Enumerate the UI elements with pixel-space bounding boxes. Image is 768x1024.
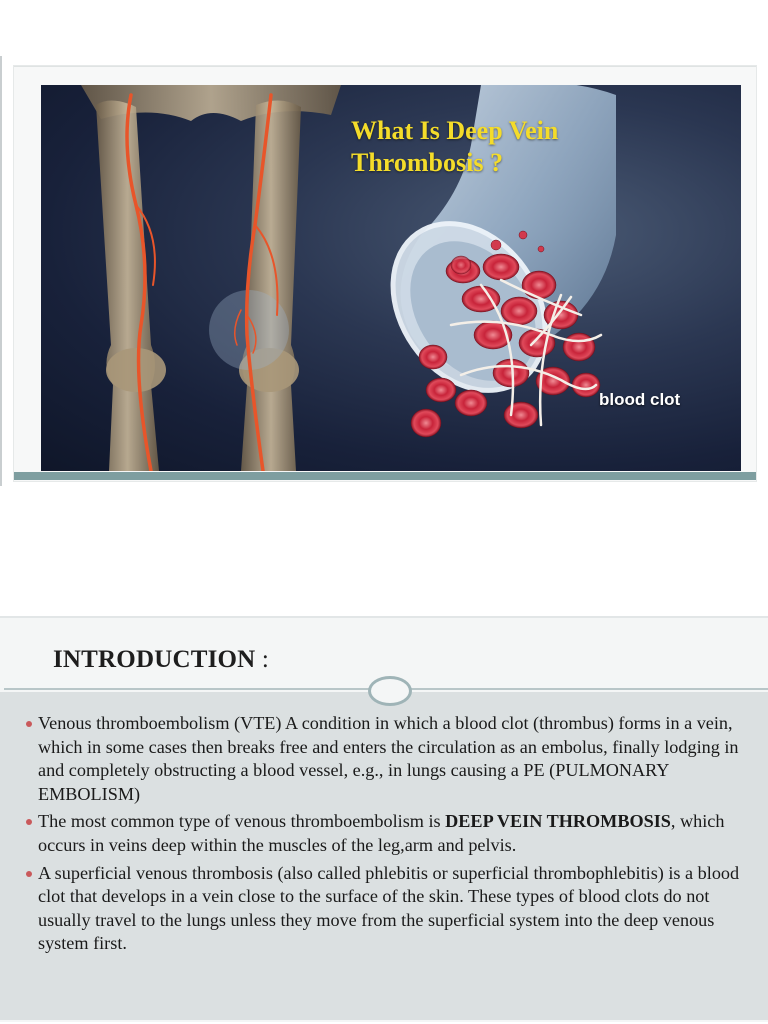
slide1-bottom-bar: [14, 472, 756, 480]
dvt-illustration: [41, 85, 741, 471]
bullet-text-superficial: A superficial venous thrombosis (also called phlebitis or superficial thrombophlebitis) is a blood clot that develops in a vein close to the surface of the skin. These types of blood clots do not usually travel to the lungs unless they move from the superficial system into the deep venous system first.: [38, 862, 740, 954]
slide-title-line-2: Thrombosis ?: [351, 148, 503, 177]
introduction-title: INTRODUCTION: [53, 646, 256, 673]
divider-circle-ornament: [368, 676, 412, 706]
bullet-text-dvt-post: , which occurs in veins deep within the muscles of the leg,arm and pelvis.: [38, 811, 725, 855]
slide1-left-rule: [0, 56, 2, 486]
blood-clot-label: blood clot: [599, 390, 681, 409]
introduction-heading: [53, 646, 269, 674]
introduction-title-colon: :: [255, 646, 270, 673]
list-item: [22, 712, 766, 806]
bullet-icon: [26, 721, 32, 727]
slide-title: [351, 115, 671, 179]
bullet-text-vte: Venous thromboembolism (VTE) A condition in which a blood clot (thrombus) forms in a vein, which in some cases then breaks free and enters the circulation as an embolus, finally lodging in and completely obstructing a blood vessel, e.g., in lungs causing a PE (PULMONARY EMBOLISM): [38, 713, 739, 804]
list-item: [22, 810, 766, 857]
list-item: [22, 862, 766, 956]
slide-title-line-1: What Is Deep Vein: [351, 116, 559, 145]
bullet-icon: [26, 819, 32, 825]
bullet-list: [22, 712, 766, 960]
bullet-icon: [26, 871, 32, 877]
bullet-text-dvt-pre: The most common type of venous thromboembolism is: [38, 811, 446, 832]
bullet-text-dvt-bold: DEEP VEIN THROMBOSIS: [445, 811, 671, 832]
